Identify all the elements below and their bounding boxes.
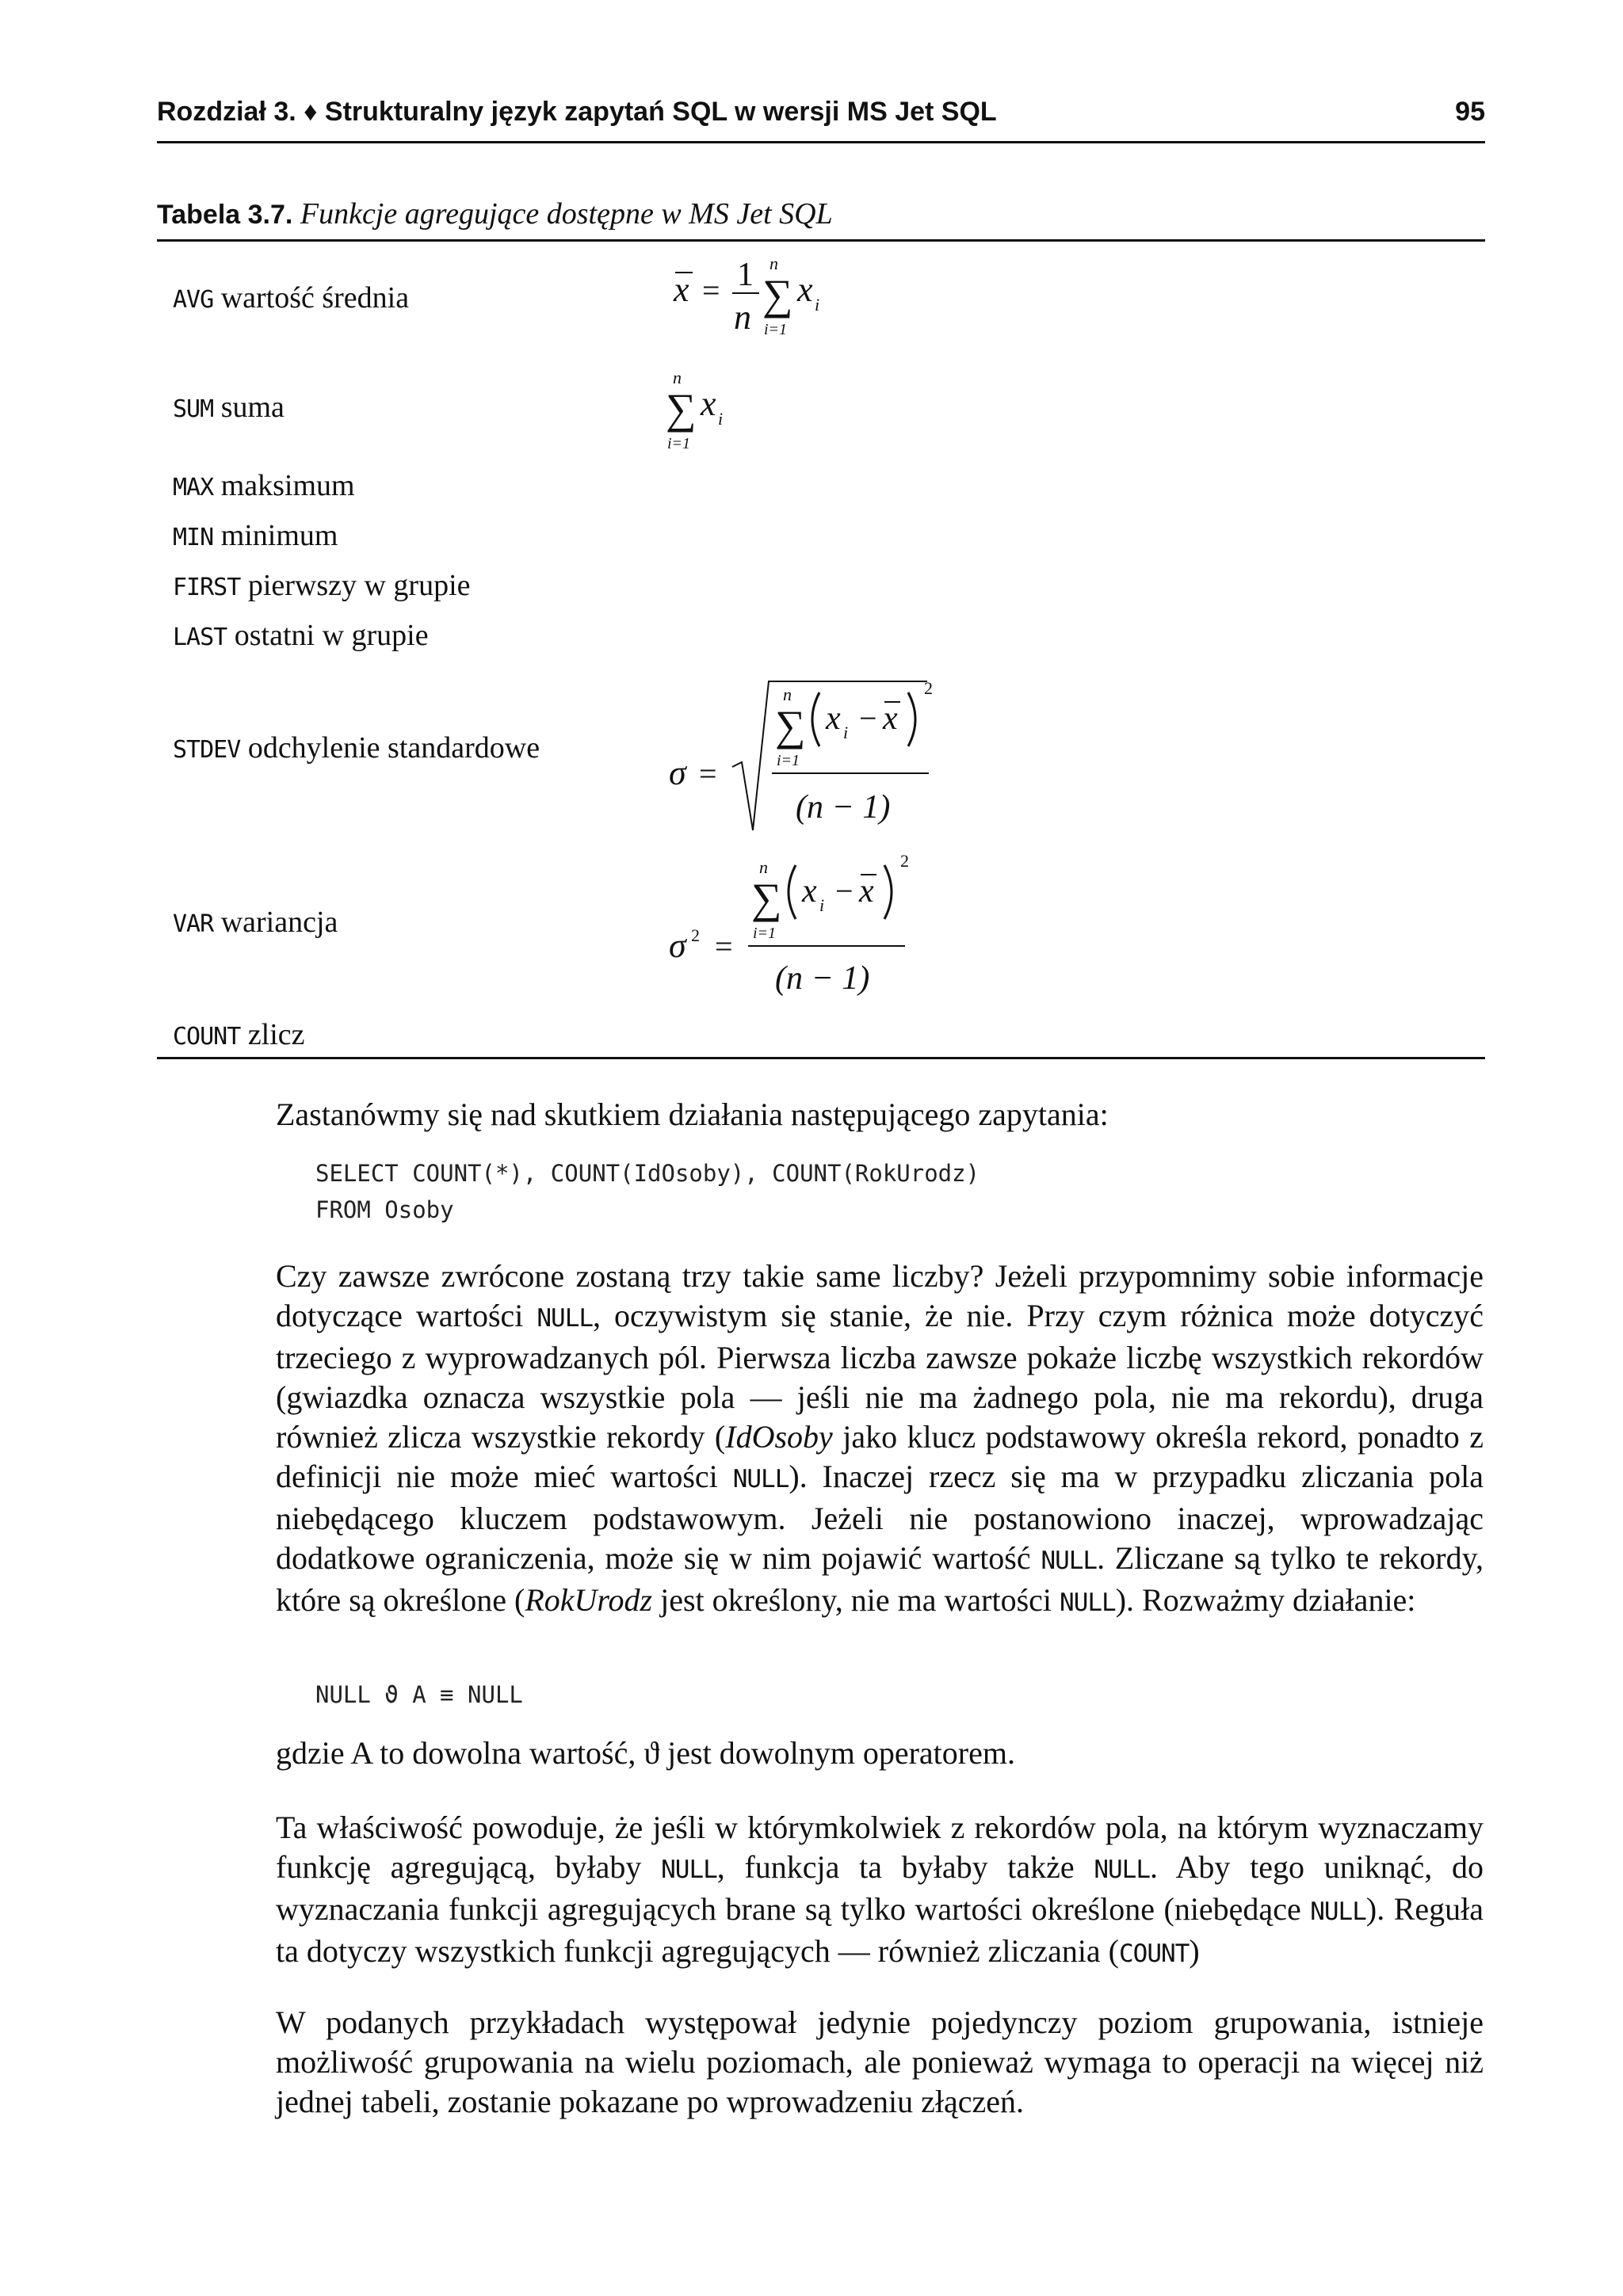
formula-symbol: n [759, 857, 768, 877]
table-bottom-rule [157, 1057, 1485, 1059]
text-run: ). Inaczej rzecz się ma w przypadku zliczania pola niebędącego kluczem podstawowym. Jeżeli nie postanowiono inaczej, wprowadzając dodatkowe ograniczenia, może się w nim pojawić wartość [276, 1459, 1484, 1576]
formula-symbol: ∑ [751, 875, 782, 922]
table-caption [157, 196, 833, 231]
function-name: VAR [173, 910, 214, 938]
text-run: . Aby tego uniknąć, do wyznaczania funkcji agregujących brane są tylko wartości określone (niebędące [276, 1849, 1484, 1927]
text-run: , funkcja ta byłaby także [716, 1849, 1094, 1885]
formula-symbol: n [769, 254, 778, 273]
function-name: AVG [173, 286, 214, 314]
function-name: FIRST [173, 574, 241, 601]
code-line: FROM Osoby [315, 1196, 454, 1223]
function-description: maksimum [220, 469, 355, 502]
formula-symbol: x [859, 873, 874, 910]
formula-stdev [664, 666, 949, 852]
formula-symbol: i=1 [753, 925, 777, 942]
formula-symbol: = [715, 929, 733, 964]
function-description: pierwszy w grupie [247, 569, 471, 602]
inline-code: NULL [1041, 1547, 1098, 1575]
paragraph-text [276, 1257, 1484, 1623]
formula-symbol: i [815, 295, 820, 315]
formula-symbol: − [835, 873, 854, 909]
formula-symbol: 1 [737, 257, 754, 293]
function-description: suma [220, 391, 285, 424]
function-description: ostatni w grupie [234, 619, 429, 652]
function-name: MIN [173, 524, 214, 551]
chapter-title: Rozdział 3. ♦ Strukturalny język zapytań SQL w wersji MS Jet SQL [157, 97, 997, 127]
formula-symbol: − [859, 700, 877, 736]
formula-symbol: i [718, 409, 724, 429]
paragraph-null-count [276, 1257, 1484, 1623]
formula-symbol: i=1 [764, 321, 788, 338]
code-line: SELECT COUNT(*), COUNT(IdOsoby), COUNT(RokUrodz) [315, 1160, 980, 1187]
formula-symbol: σ [669, 926, 686, 965]
paragraph-text [276, 1808, 1484, 1974]
text-run: ). Reguła ta dotyczy wszystkich funkcji agregujących — również zliczania ( [276, 1891, 1484, 1969]
inline-code: COUNT [1119, 1939, 1190, 1968]
table-row [173, 905, 338, 940]
formula-symbol: x [826, 700, 841, 737]
function-name: LAST [173, 624, 227, 651]
inline-code: NULL [732, 1465, 789, 1493]
function-description: wariancja [220, 906, 338, 939]
inline-code: NULL [661, 1855, 717, 1884]
formula-symbol: n [734, 298, 751, 337]
function-name: MAX [173, 474, 214, 502]
formula-symbol: x [797, 270, 813, 309]
table-row [173, 390, 285, 425]
function-description: odchylenie standardowe [247, 731, 540, 765]
italic-term: IdOsoby [725, 1419, 833, 1455]
formula-symbol: i=1 [667, 435, 691, 452]
paragraph-aggregate-null [276, 1808, 1484, 1974]
formula-avg [666, 254, 872, 353]
text-run: . Zliczane są tylko te rekordy, które są określone ( [276, 1540, 1484, 1618]
inline-code: NULL [1094, 1855, 1151, 1884]
text-run: ). Rozważmy działanie: [1115, 1582, 1416, 1618]
formula-symbol: (n − 1) [775, 960, 870, 997]
formula-symbol: x [802, 873, 817, 910]
italic-term: RokUrodz [525, 1582, 653, 1618]
paragraph-grouping [276, 2003, 1484, 2122]
inline-code: NULL [1060, 1589, 1116, 1617]
page-number: 95 [1455, 97, 1485, 127]
formula-symbol: x [883, 700, 898, 737]
paragraph-text: Zastanówmy się nad skutkiem działania następującego zapytania: [276, 1097, 1109, 1132]
code-block-null-operator [315, 1676, 523, 1713]
formula-symbol: σ [669, 753, 686, 792]
table-row [173, 618, 429, 653]
paragraph-operator-note [276, 1733, 1484, 1773]
formula-symbol: (n − 1) [796, 789, 891, 826]
paragraph-text: W podanych przykładach występował jedynie pojedynczy poziom grupowania, istnieje możliwość grupowania na wielu poziomach, ale ponieważ wymaga to operacji na więcej niż jednej tabeli, zostanie pokazane po wprowadzeniu złączeń. [276, 2004, 1484, 2119]
text-run: Czy zawsze zwrócone zostaną trzy takie same liczby? Jeżeli przypomnimy sobie informacje dotyczące wartości [276, 1258, 1484, 1333]
table-row [173, 730, 540, 765]
formula-symbol: n [783, 685, 792, 704]
formula-symbol: i [819, 895, 825, 915]
table-caption-text: Funkcje agregujące dostępne w MS Jet SQL [300, 197, 833, 231]
table-caption-label: Tabela 3.7. [157, 200, 293, 230]
function-name: SUM [173, 395, 214, 423]
formula-symbol: = [699, 756, 717, 791]
formula-symbol: i=1 [777, 752, 800, 769]
table-top-rule [157, 239, 1485, 242]
code-block-select [315, 1155, 980, 1228]
table-row [173, 568, 471, 603]
function-name: COUNT [173, 1023, 241, 1051]
table-row [173, 468, 355, 503]
formula-symbol: x [674, 270, 689, 309]
formula-sum [666, 364, 777, 463]
formula-symbol: x [701, 384, 716, 423]
function-description: minimum [220, 519, 338, 552]
formula-symbol: 2 [691, 925, 700, 945]
function-name: STDEV [173, 736, 241, 764]
inline-code: NULL [1310, 1897, 1366, 1926]
paragraph-text: gdzie A to dowolna wartość, ϑ jest dowolnym operatorem. [276, 1735, 1015, 1771]
table-row [173, 518, 338, 553]
text-run: Ta właściwość powoduje, że jeśli w którymkolwiek z rekordów pola, na którym wyznaczamy funkcję agregującą, byłaby [276, 1810, 1484, 1885]
formula-symbol: ∑ [666, 385, 697, 433]
formula-symbol: n [673, 368, 682, 387]
formula-symbol: = [702, 273, 720, 308]
inline-code: NULL [537, 1304, 594, 1333]
formula-symbol: 2 [900, 851, 909, 871]
formula-symbol: i [843, 723, 849, 742]
code-line: NULL ϑ A ≡ NULL [315, 1681, 523, 1708]
text-run: jako klucz podstawowy określa rekord, ponadto z definicji nie może mieć wartości [276, 1419, 1484, 1494]
formula-symbol: ∑ [775, 702, 806, 749]
running-header [157, 93, 1485, 143]
table-row [173, 280, 409, 315]
function-description: zlicz [247, 1018, 305, 1051]
paragraph-intro [276, 1095, 1484, 1135]
text-run: ) [1189, 1933, 1200, 1969]
formula-symbol: 2 [924, 678, 933, 698]
table-row [173, 1017, 305, 1052]
text-run: jest określony, nie ma wartości [652, 1582, 1060, 1618]
function-description: wartość średnia [220, 281, 410, 315]
text-run: , oczywistym się stanie, że nie. Przy czym różnica może dotyczyć trzeciego z wyprowadzanych pól. Pierwsza liczba zawsze pokaże liczbę wszystkich rekordów (gwiazdka oznacza wszystkie pola — jeśli nie ma żadnego pola, nie ma rekordu), druga również zlicza wszystkie rekordy ( [276, 1298, 1484, 1455]
formula-symbol: ∑ [762, 271, 793, 318]
formula-var [664, 845, 949, 1007]
